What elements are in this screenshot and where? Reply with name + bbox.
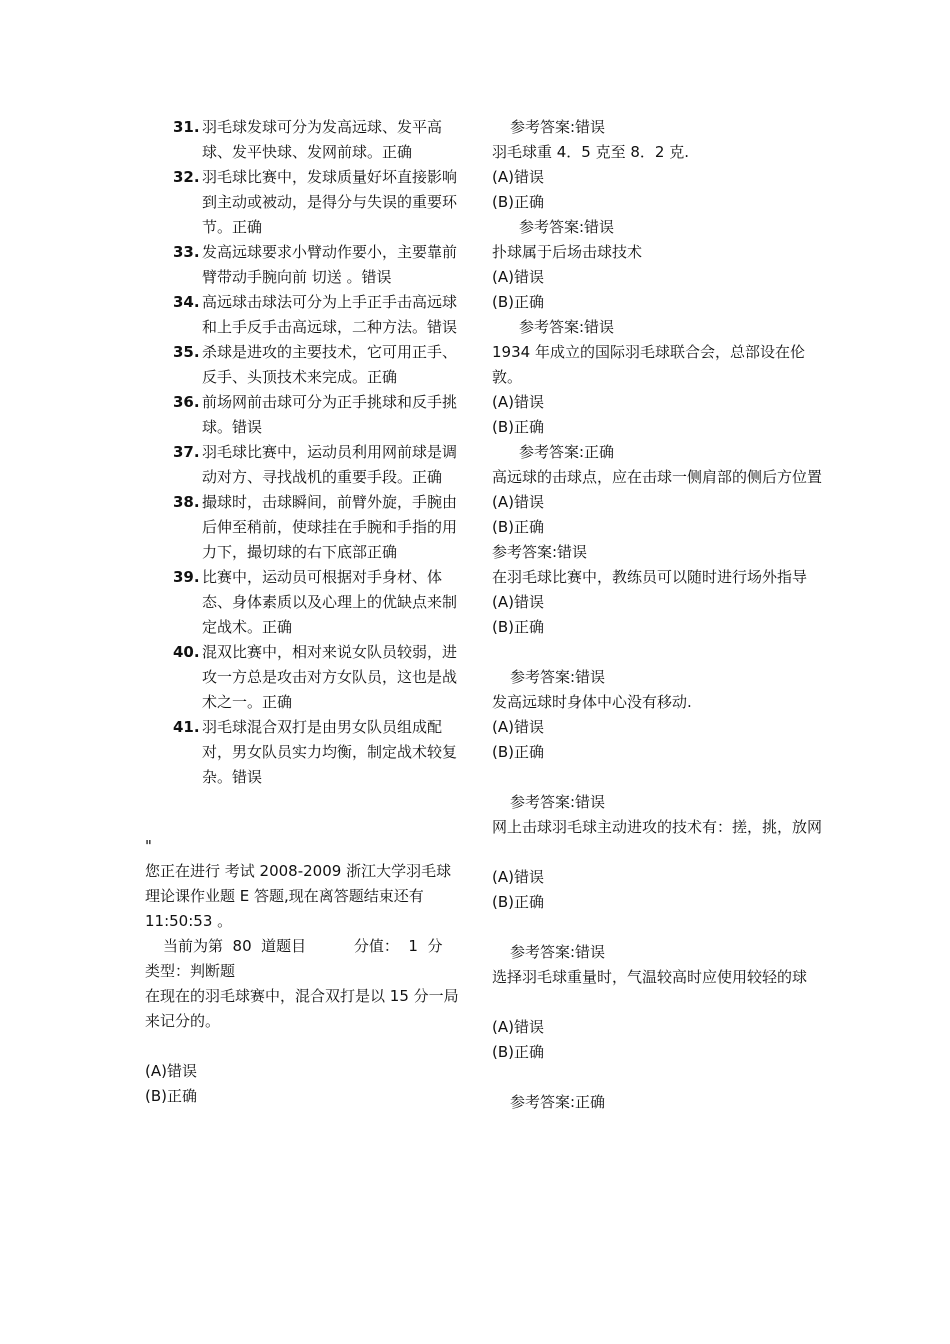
spacer — [492, 915, 822, 940]
question-text: 选择羽毛球重量时，气温较高时应使用较轻的球 — [492, 968, 808, 986]
reference-answer: 参考答案:错误 — [510, 118, 606, 136]
item-text: 比赛中，运动员可根据对手身材、体态、身体素质以及心理上的优缺点来制定战术。正确 — [202, 568, 458, 636]
reference-answer: 参考答案:错误 — [519, 218, 615, 236]
option-a[interactable]: (A)错误 — [492, 868, 544, 886]
list-item — [145, 240, 465, 290]
list-item — [145, 565, 465, 640]
reference-answer: 参考答案:错误 — [492, 543, 588, 561]
reference-answer: 参考答案:错误 — [519, 318, 615, 336]
list-item — [145, 715, 465, 790]
item-number: 35. — [173, 343, 200, 361]
spacer — [492, 990, 822, 1015]
item-text: 混双比赛中，相对来说女队员较弱，进攻一方总是攻击对方女队员，这也是战术之一。正确 — [202, 643, 458, 711]
spacer — [492, 1065, 822, 1090]
list-item — [145, 440, 465, 490]
option-a[interactable]: (A)错误 — [492, 268, 544, 286]
question-text: 扑球属于后场击球技术 — [492, 243, 643, 261]
list-item — [145, 640, 465, 715]
item-text: 发高远球要求小臂动作要小，主要靠前臂带动手腕向前 切送 。错误 — [202, 243, 458, 286]
list-item — [145, 165, 465, 240]
option-a[interactable]: (A)错误 — [492, 168, 544, 186]
item-number: 39. — [173, 568, 200, 586]
item-text: 撮球时，击球瞬间，前臂外旋，手腕由后伸至稍前，使球挂在手腕和手指的用力下，撮切球的右下底部正确 — [202, 493, 458, 561]
option-b[interactable]: (B)正确 — [492, 193, 544, 211]
item-text: 羽毛球混合双打是由男女队员组成配对，男女队员实力均衡，制定战术较复杂。错误 — [202, 718, 458, 786]
option-a[interactable]: (A)错误 — [492, 493, 544, 511]
spacer — [492, 640, 822, 665]
list-item — [145, 390, 465, 440]
current-question-info: 当前为第 80 道题目 分值： 1 分 — [163, 937, 443, 955]
item-text: 杀球是进攻的主要技术，它可用正手、反手、头顶技术来完成。正确 — [202, 343, 458, 386]
item-number: 40. — [173, 643, 200, 661]
reference-answer: 参考答案:错误 — [510, 943, 606, 961]
option-b[interactable]: (B)正确 — [492, 893, 544, 911]
reference-answer: 参考答案:正确 — [519, 443, 615, 461]
statement-list — [145, 115, 465, 790]
item-text: 前场网前击球可分为正手挑球和反手挑球。错误 — [202, 393, 458, 436]
reference-answer: 参考答案:错误 — [510, 793, 606, 811]
question-text: 发高远球时身体中心没有移动. — [492, 693, 692, 711]
item-text: 羽毛球比赛中，运动员利用网前球是调动对方、寻找战机的重要手段。正确 — [202, 443, 458, 486]
item-number: 37. — [173, 443, 200, 461]
question-text: 在羽毛球比赛中，教练员可以随时进行场外指导 — [492, 568, 808, 586]
list-item — [145, 290, 465, 340]
item-text: 羽毛球比赛中，发球质量好坏直接影响到主动或被动，是得分与失误的重要环节。正确 — [202, 168, 458, 236]
item-number: 34. — [173, 293, 200, 311]
option-b[interactable]: (B)正确 — [492, 618, 544, 636]
left-column — [145, 115, 465, 1109]
question-text: 在现在的羽毛球赛中，混合双打是以 15 分一局来记分的。 — [145, 987, 459, 1030]
list-item — [145, 490, 465, 565]
spacer — [492, 840, 822, 865]
reference-answer: 参考答案:错误 — [510, 668, 606, 686]
list-item — [145, 115, 465, 165]
reference-answer: 参考答案:正确 — [510, 1093, 606, 1111]
question-text: 羽毛球重 4．5 克至 8．2 克. — [492, 143, 690, 161]
option-b[interactable]: (B)正确 — [492, 1043, 544, 1061]
item-text: 羽毛球发球可分为发高远球、发平高球、发平快球、发网前球。正确 — [202, 118, 443, 161]
option-b[interactable]: (B)正确 — [145, 1087, 197, 1105]
option-b[interactable]: (B)正确 — [492, 418, 544, 436]
option-b[interactable]: (B)正确 — [492, 743, 544, 761]
item-number: 36. — [173, 393, 200, 411]
question-text: 高远球的击球点，应在击球一侧肩部的侧后方位置 — [492, 468, 823, 486]
spacer — [492, 765, 822, 790]
option-b[interactable]: (B)正确 — [492, 293, 544, 311]
list-item — [145, 340, 465, 390]
item-number: 31. — [173, 118, 200, 136]
option-a[interactable]: (A)错误 — [492, 1018, 544, 1036]
item-number: 38. — [173, 493, 200, 511]
option-a[interactable]: (A)错误 — [492, 393, 544, 411]
exam-status-text: 您正在进行 考试 2008-2009 浙江大学羽毛球理论课作业题 E 答题,现在离答题结束还有 11:50:53 。 — [145, 862, 452, 930]
item-number: 33. — [173, 243, 200, 261]
option-a[interactable]: (A)错误 — [492, 593, 544, 611]
question-type: 类型：判断题 — [145, 962, 236, 980]
option-b[interactable]: (B)正确 — [492, 518, 544, 536]
item-number: 41. — [173, 718, 200, 736]
question-text: 1934 年成立的国际羽毛球联合会，总部设在伦敦。 — [492, 343, 805, 386]
option-a[interactable]: (A)错误 — [492, 718, 544, 736]
item-number: 32. — [173, 168, 200, 186]
spacer — [145, 1034, 465, 1059]
question-text: 网上击球羽毛球主动进攻的技术有：搓，挑，放网 — [492, 818, 823, 836]
quote-mark: " — [145, 837, 152, 855]
right-column — [492, 115, 822, 1115]
option-a[interactable]: (A)错误 — [145, 1062, 197, 1080]
item-text: 高远球击球法可分为上手正手击高远球和上手反手击高远球，二种方法。错误 — [202, 293, 458, 336]
